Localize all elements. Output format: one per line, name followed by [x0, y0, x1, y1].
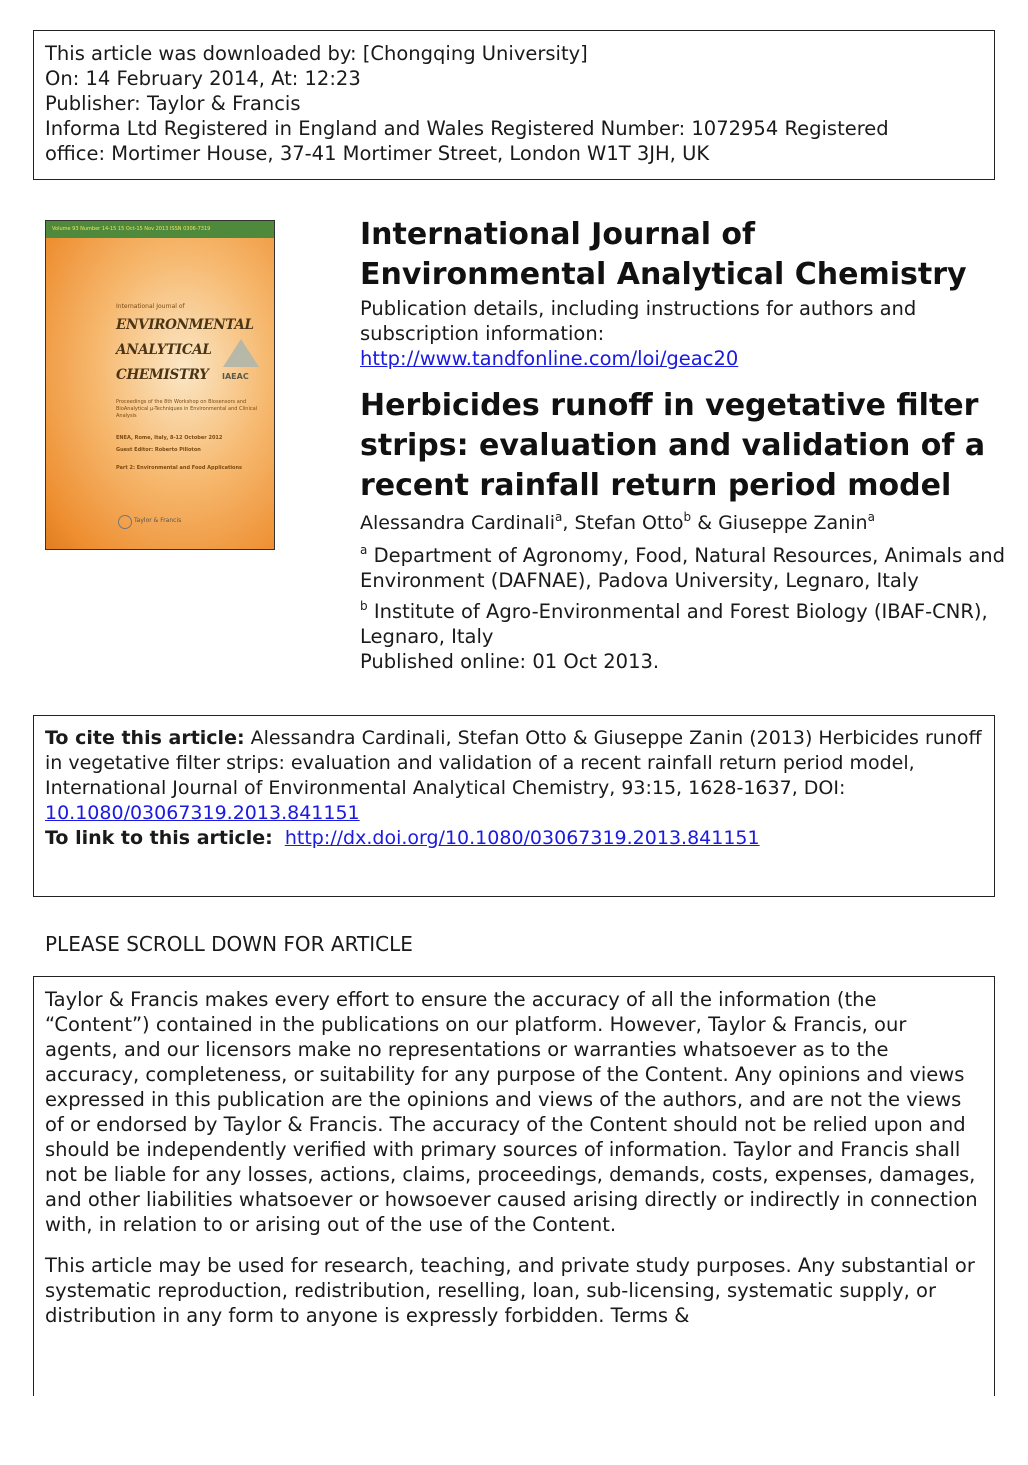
cite-label: To cite this article: [45, 727, 245, 749]
cover-header-strip: Volume 93 Number 14-15 15 Oct-15 Nov 2013 ISSN 0306-7319 [46, 221, 274, 238]
article-doi-url-link[interactable]: http://dx.doi.org/10.1080/03067319.2013.841151 [284, 827, 760, 849]
cite-paragraph [45, 726, 983, 826]
cover-title-line: ANALYTICAL [116, 342, 212, 358]
download-line: office: Mortimer House, 37-41 Mortimer Street, London W1T 3JH, UK [45, 142, 710, 165]
cover-part: Part 2: Environmental and Food Applications [116, 465, 243, 471]
disclaimer-box [33, 976, 995, 1396]
affiliation-text: Department of Agronomy, Food, Natural Resources, Animals and Environment (DAFNAE), Padova University, Legnaro, Italy [360, 544, 1005, 592]
details-line: subscription information: [360, 322, 605, 345]
download-notice-box [33, 30, 995, 180]
download-line: Informa Ltd Registered in England and Wales Registered Number: 1072954 Registered [45, 117, 889, 140]
author-name: Alessandra Cardinali [360, 512, 555, 534]
cover-editor: Guest Editor: Roberto Pilloton [116, 447, 201, 453]
author-affiliation-mark: a [554, 509, 563, 524]
download-line: On: 14 February 2014, At: 12:23 [45, 67, 361, 90]
author-affiliation-mark: a [867, 509, 875, 524]
cover-journal-small: International Journal of [116, 303, 185, 310]
disclaimer-paragraph: This article may be used for research, teaching, and private study purposes. Any substantial or systematic reproduction, redistribution, reselling, loan, sub-licensing, systematic supply, or distribution in any form to anyone is expressly forbidden. Terms & [45, 1254, 975, 1327]
affiliation [360, 543, 1010, 593]
cover-title-line: ENVIRONMENTAL [116, 317, 254, 333]
details-line: Publication details, including instructions for authors and [360, 297, 917, 320]
cover-meeting: ENEA, Rome, Italy, 8-12 October 2012 [116, 435, 223, 441]
author-affiliation-mark: b [683, 509, 692, 524]
author-name: Giuseppe Zanin [718, 512, 868, 534]
publisher-logo-icon [118, 515, 132, 529]
author-name: Stefan Otto [574, 512, 684, 534]
link-paragraph [45, 826, 983, 851]
article-title: Herbicides runoff in vegetative filter strips: evaluation and validation of a recent rainfall return period model [360, 388, 986, 503]
author-separator: , [562, 512, 575, 534]
journal-cover-image [45, 220, 275, 550]
affiliation-text: Institute of Agro-Environmental and Forest Biology (IBAF-CNR), Legnaro, Italy [360, 600, 988, 648]
affiliation-mark: a [360, 542, 368, 557]
download-line: Publisher: Taylor & Francis [45, 92, 301, 115]
citation-box [33, 715, 995, 897]
published-date: Published online: 01 Oct 2013. [360, 650, 660, 673]
scroll-down-note: PLEASE SCROLL DOWN FOR ARTICLE [45, 932, 413, 956]
journal-url-link[interactable]: http://www.tandfonline.com/loi/geac20 [360, 347, 739, 370]
affiliation [360, 599, 1010, 649]
journal-title: International Journal of Environmental Analytical Chemistry [360, 217, 967, 292]
doi-link[interactable]: 10.1080/03067319.2013.841151 [45, 802, 360, 824]
society-logo-icon [223, 339, 259, 367]
disclaimer-paragraph: Taylor & Francis makes every effort to ensure the accuracy of all the information (the “Content”) contained in the publications on our platform. However, Taylor & Francis, our agents, and our licensors make no representations or warranties whatsoever as to the accuracy, completeness, or suitability for any purpose of the Content. Any opinions and views expressed in this publication are the opinions and views of the authors, and are not the views of or endorsed by Taylor & Francis. The accuracy of the Content should not be relied upon and should be independently verified with primary sources of information. Taylor and Francis shall not be liable for any losses, actions, claims, proceedings, demands, costs, expenses, damages, and other liabilities whatsoever or howsoever caused arising directly or indirectly in connection with, in relation to or arising out of the use of the Content. [45, 988, 978, 1236]
author-separator: & [691, 512, 719, 534]
cover-title-line: CHEMISTRY [116, 367, 209, 383]
cover-publisher: Taylor & Francis [134, 517, 182, 524]
download-line: This article was downloaded by: [Chongqing University] [45, 42, 588, 65]
cover-proceedings: Proceedings of the 8th Workshop on Biosensors and BioAnalytical µ-Techniques in Environmental and Clinical Analysis [116, 399, 258, 419]
author-list [360, 511, 875, 536]
cite-text: Alessandra Cardinali, Stefan Otto & Giuseppe Zanin (2013) Herbicides runoff in vegetative filter strips: evaluation and validation of a recent rainfall return period model, International Journal of Environmental Analytical Chemistry, 93:15, 1628-1637, DOI: [45, 727, 982, 799]
affiliation-mark: b [360, 598, 368, 613]
link-label: To link to this article: [45, 827, 273, 849]
publication-details [360, 296, 1000, 371]
cover-society: IAEAC [222, 372, 249, 381]
